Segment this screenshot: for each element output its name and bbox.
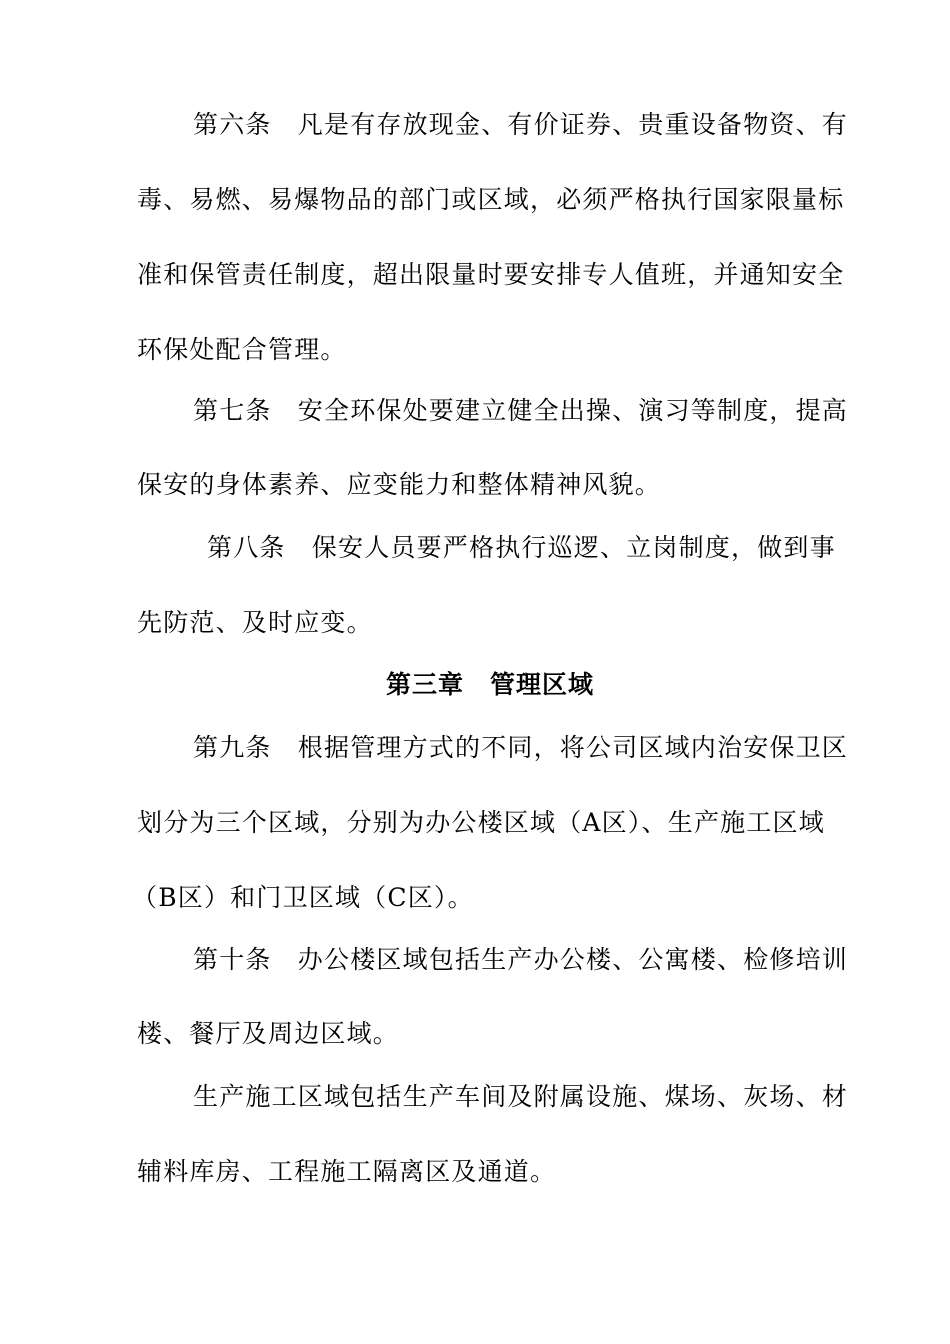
article-9-line-2: 划分为三个区域，分别为办公楼区域（A区）、生产施工区域 xyxy=(137,808,825,837)
article-6-line-1: 第六条 凡是有存放现金、有价证券、贵重设备物资、有 xyxy=(193,110,849,139)
article-6-line-4: 环保处配合管理。 xyxy=(137,335,347,364)
article-9-line-3: （B区）和门卫区域（C区）。 xyxy=(132,883,474,912)
article-8-line-1: 第八条 保安人员要严格执行巡逻、立岗制度，做到事 xyxy=(207,533,836,562)
chapter-heading: 第三章 管理区域 xyxy=(386,670,595,699)
article-7-line-1: 第七条 安全环保处要建立健全出操、演习等制度，提高 xyxy=(193,396,849,425)
production-area-line-1: 生产施工区域包括生产车间及附属设施、煤场、灰场、材 xyxy=(193,1082,849,1111)
article-9-line-1: 第九条 根据管理方式的不同，将公司区域内治安保卫区 xyxy=(193,733,849,762)
article-7-line-2: 保安的身体素养、应变能力和整体精神风貌。 xyxy=(137,470,662,499)
article-6-line-3: 准和保管责任制度，超出限量时要安排专人值班，并通知安全 xyxy=(137,260,845,289)
article-6-line-2: 毒、易燃、易爆物品的部门或区域，必须严格执行国家限量标 xyxy=(137,185,845,214)
article-8-line-2: 先防范、及时应变。 xyxy=(137,608,373,637)
article-10-line-2: 楼、餐厅及周边区域。 xyxy=(137,1019,400,1048)
article-10-line-1: 第十条 办公楼区域包括生产办公楼、公寓楼、检修培训 xyxy=(193,945,849,974)
production-area-line-2: 辅料库房、工程施工隔离区及通道。 xyxy=(137,1157,557,1186)
